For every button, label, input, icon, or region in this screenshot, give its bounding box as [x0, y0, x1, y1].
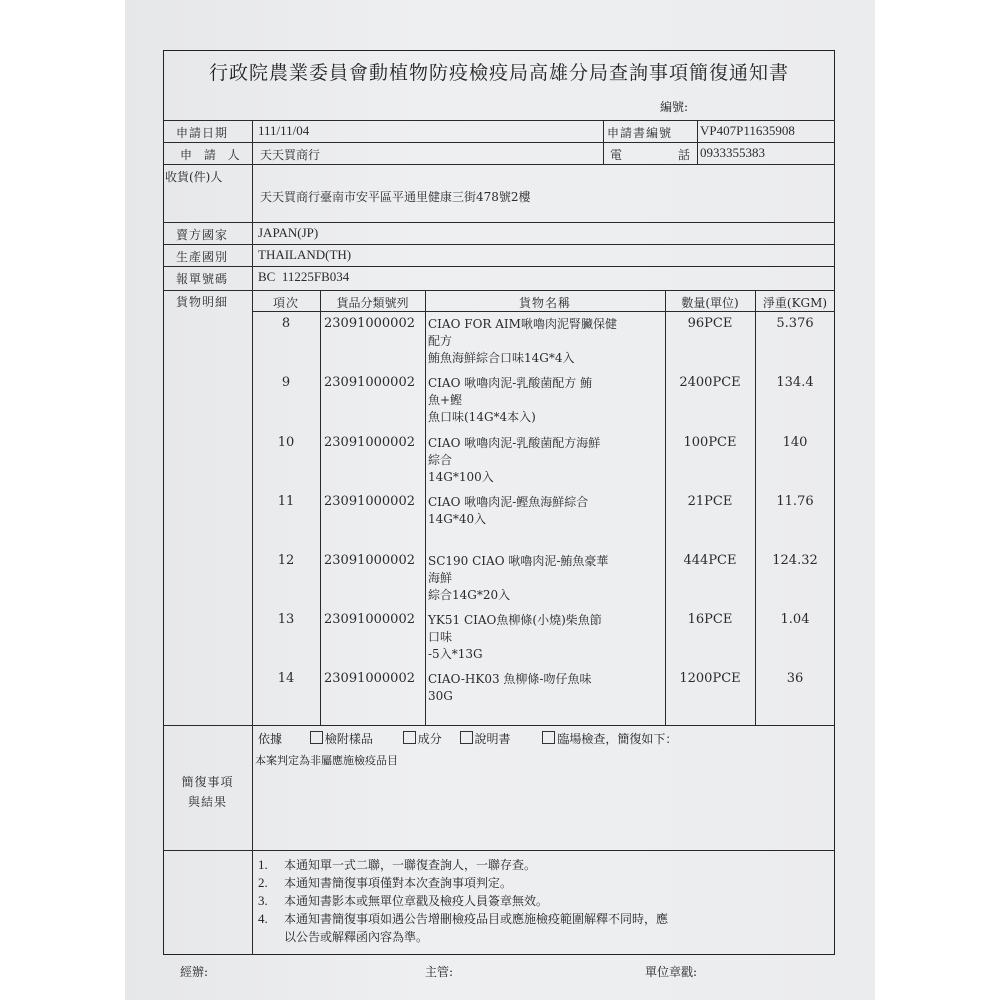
divider	[163, 244, 835, 245]
net-weight: 11.76	[776, 494, 814, 509]
phone-label-right: 話	[678, 148, 692, 162]
divider	[163, 290, 835, 291]
checkbox-ingredients[interactable]: 成分	[403, 732, 442, 746]
consignee-value: 天天買商行臺南市安平區平通里健康三街478號2樓	[260, 190, 531, 204]
checkbox-manual[interactable]: 說明書	[460, 732, 511, 746]
divider	[163, 142, 835, 143]
checkbox-icon[interactable]	[460, 731, 473, 744]
checkbox-icon[interactable]	[542, 731, 555, 744]
item-number: 13	[277, 612, 295, 627]
item-number: 12	[277, 553, 295, 568]
document-number-label: 編號:	[660, 100, 689, 114]
quantity: 1200PCE	[679, 671, 741, 686]
hs-code: 23091000002	[324, 435, 415, 450]
conclusion-text: 本案判定為非屬應施檢疫品目	[255, 754, 398, 767]
checkbox-onsite-inspection[interactable]: 臨場檢查，簡復如下：	[542, 732, 677, 746]
quantity: 2400PCE	[679, 375, 741, 390]
apply-date-label: 申請日期	[176, 126, 229, 140]
divider	[163, 120, 835, 121]
checkbox-icon[interactable]	[310, 731, 323, 744]
basis-label: 依據	[258, 732, 283, 746]
goods-name: YK51 CIAO魚柳條(小燒)柴魚節 口味 -5入*13G	[428, 613, 602, 661]
basis-row	[258, 730, 677, 747]
origin-country-value: THAILAND(TH)	[258, 247, 352, 262]
seller-country-label: 賣方國家	[176, 228, 229, 242]
hs-code: 23091000002	[324, 316, 415, 331]
net-weight: 134.4	[776, 375, 814, 390]
hs-code: 23091000002	[324, 612, 415, 627]
declaration-no-value: BC 11225FB034	[258, 269, 350, 284]
origin-country-label: 生產國別	[176, 250, 229, 264]
note-item: 3. 本通知書影本或無單位章戳及檢疫人員簽章無效。	[258, 893, 549, 908]
item-number: 11	[277, 494, 295, 509]
quantity: 21PCE	[687, 494, 733, 509]
column-header-quantity: 數量(單位)	[681, 296, 739, 310]
column-header-item: 項次	[272, 296, 299, 310]
seller-country-value: JAPAN(JP)	[258, 225, 319, 240]
note-item-continuation: 以公告或解釋函內容為準。	[284, 930, 429, 944]
checkbox-sample[interactable]: 檢附樣品	[310, 732, 373, 746]
divider	[163, 850, 835, 851]
divider	[163, 164, 835, 165]
item-number: 10	[277, 435, 295, 450]
column-header-name: 貨物名稱	[518, 296, 571, 310]
divider	[425, 290, 426, 725]
hs-code: 23091000002	[324, 494, 415, 509]
net-weight: 140	[782, 435, 808, 450]
divider	[163, 222, 835, 223]
note-item: 1. 本通知單一式二聯，一聯復查詢人，一聯存查。	[258, 857, 537, 872]
quantity: 16PCE	[687, 612, 733, 627]
quantity: 96PCE	[687, 316, 733, 331]
item-number: 14	[277, 671, 295, 686]
goods-name: CIAO FOR AIM啾嚕肉泥腎臟保健 配方 鮪魚海鮮綜合口味14G*4入	[428, 317, 617, 365]
hs-code: 23091000002	[324, 671, 415, 686]
divider	[603, 120, 604, 164]
goods-name: SC190 CIAO 啾嚕肉泥-鮪魚豪華 海鮮 綜合14G*20入	[428, 554, 609, 602]
goods-name: CIAO-HK03 魚柳條-吻仔魚味 30G	[428, 672, 592, 703]
quantity: 444PCE	[683, 553, 737, 568]
divider	[697, 120, 698, 164]
goods-name: CIAO 啾嚕肉泥-乳酸菌配方海鮮 綜合 14G*100入	[428, 436, 601, 484]
application-no-value: VP407P11635908	[700, 123, 795, 138]
phone-value: 0933355383	[700, 145, 765, 160]
declaration-no-label: 報單號碼	[176, 272, 229, 286]
goods-section-label: 貨物明細	[176, 295, 229, 309]
net-weight: 1.04	[780, 612, 810, 627]
divider	[163, 725, 835, 726]
applicant-value: 天天買商行	[260, 148, 321, 162]
phone-label-left: 電	[610, 148, 624, 162]
result-section-label: 簡復事項 與結果	[181, 775, 234, 809]
document-title: 行政院農業委員會動植物防疫檢疫局高雄分局查詢事項簡復通知書	[208, 62, 789, 84]
applicant-label: 申 請 人	[180, 148, 244, 162]
supervisor-signature-label: 主管:	[425, 965, 454, 979]
hs-code: 23091000002	[324, 553, 415, 568]
note-item: 2. 本通知書簡復事項僅對本次查詢事項判定。	[258, 875, 513, 890]
divider	[163, 266, 835, 267]
divider	[320, 290, 321, 725]
column-header-code: 貨品分類號列	[336, 296, 409, 310]
quantity: 100PCE	[683, 435, 737, 450]
column-header-net-weight: 淨重(KGM)	[762, 296, 828, 310]
goods-name: CIAO 啾嚕肉泥-鰹魚海鮮綜合 14G*40入	[428, 495, 589, 526]
divider	[252, 311, 835, 312]
goods-name: CIAO 啾嚕肉泥-乳酸菌配方 鮪 魚+鰹 魚口味(14G*4本入)	[428, 376, 593, 424]
note-item: 4. 本通知書簡復事項如遇公告增刪檢疫品目或應施檢疫範圍解釋不同時，應	[258, 911, 669, 926]
checkbox-icon[interactable]	[403, 731, 416, 744]
unit-seal-label: 單位章戳:	[645, 965, 698, 979]
handler-signature-label: 經辦:	[180, 965, 209, 979]
net-weight: 36	[786, 671, 804, 686]
net-weight: 124.32	[772, 553, 818, 568]
item-number: 9	[281, 375, 291, 390]
item-number: 8	[281, 316, 291, 331]
net-weight: 5.376	[776, 316, 814, 331]
apply-date-value: 111/11/04	[258, 123, 310, 138]
application-no-label: 申請書編號	[607, 126, 673, 140]
divider	[252, 120, 253, 955]
consignee-label: 收貨(件)人	[165, 170, 223, 184]
hs-code: 23091000002	[324, 375, 415, 390]
